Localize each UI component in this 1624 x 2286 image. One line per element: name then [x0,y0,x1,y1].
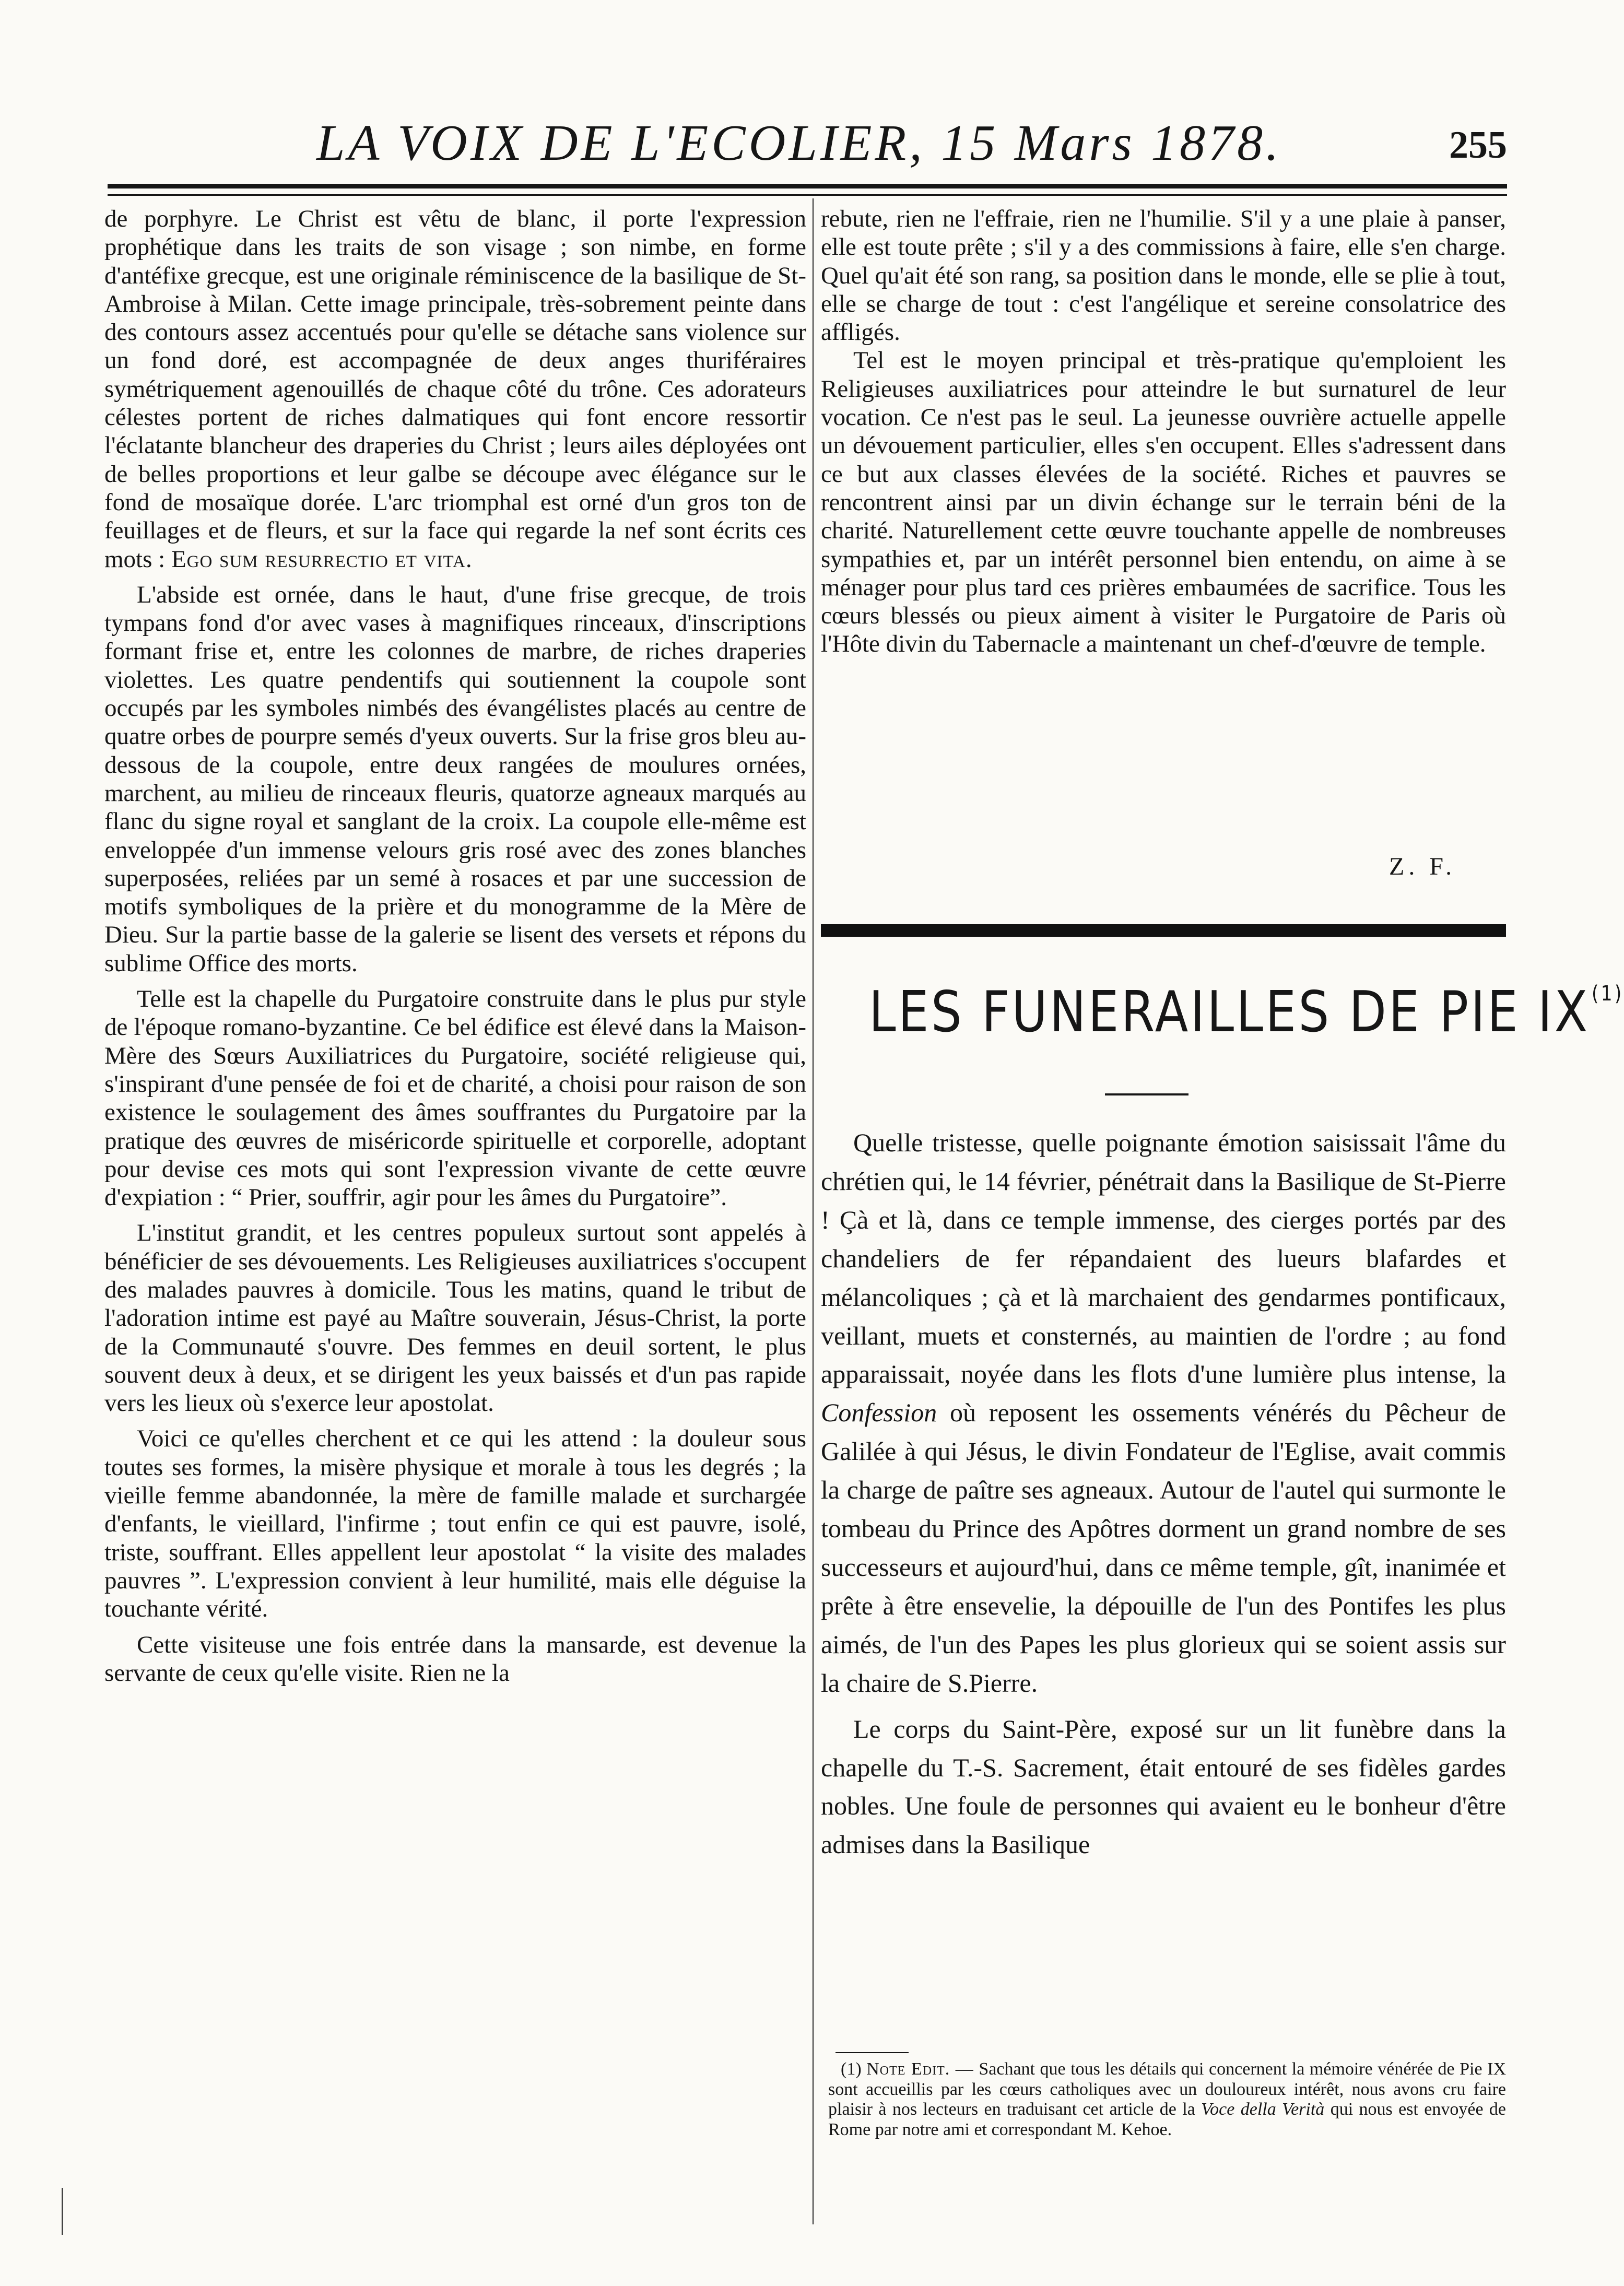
left-paragraph-5: Voici ce qu'elles cherchent et ce qui les attend : la douleur sous toutes ses formes, la misère physique et morale à tous les degrés ; la vieille femme abandonnée, la mère de famille malade et surchargée d'enfants, le vieillard, l'infirme ; tout enfin ce qui est pauvre, isolé, triste, souffrant. Elles appellent leur apostolat “ la visite des malades pauvres ”. L'expression convient à leur humilité, mais elle déguise la touchante vérité. [104,1425,806,1623]
header-rule-thick [108,184,1507,188]
article-paragraph-1 [821,1124,1506,1703]
author-signature: Z. F. [1389,853,1456,880]
paragraph-text: où reposent les ossements vénérés du Pêcheur de Galilée à qui Jésus, le divin Fondateur de l'Eglise, avait commis la charge de paître ses agneaux. Autour de l'autel qui surmonte le tombeau du Prince des Apôtres dorment un grand nombre de ses successeurs et aujourd'hui, dans ce même temple, gît, inanimée et prête à être ensevelie, la dépouille de l'un des Pontifes les plus aimés, de l'un des Papes les plus glorieux qui se soient assis sur la chaire de S.Pierre. [821,1398,1506,1698]
left-column [104,205,806,2220]
article-title [868,980,1624,1045]
left-paragraph-2: L'abside est ornée, dans le haut, d'une frise grecque, de trois tympans fond d'or avec vases à magnifiques rinceaux, d'inscriptions formant frise et, entre les colonnes de marbre, de riches draperies violettes. Les quatre pendentifs qui soutiennent la coupole sont occupés par les symboles nimbés des évangélistes placés au centre de quatre orbes de pourpre semés d'yeux ouverts. Sur la frise gros bleu au-dessous de la coupole, entre deux rangées de moulures ornées, marchent, au milieu de rinceaux fleuris, quatorze agneaux marqués au flanc du signe royal et sanglant de la croix. La coupole elle-même est enveloppée d'un immense velours gris rosé avec des zones blanches superposées, reliées par un semé à rosaces et par une succession de motifs symboliques de la prière et du monogramme de la Mère de Dieu. Sur la partie basse de la galerie se lisent des versets et répons du sublime Office des morts. [104,581,806,977]
margin-mark [62,2188,63,2235]
header-rule-thin [108,194,1507,196]
right-paragraph-2: Tel est le moyen principal et très-pratique qu'emploient les Religieuses auxiliatrices pour atteindre le but surnaturel de leur vocation. Ce n'est pas le seul. La jeunesse ouvrière actuelle appelle un dévouement particulier, elles s'en occupent. Elles s'adressent dans ce but aux classes élevées de la société. Riches et pauvres se rencontrent ainsi par un divin échange sur le terrain béni de la charité. Naturellement cette œuvre touchante appelle de nombreuses sympathies et, par un intérêt personnel bien entendu, on aime à se ménager pour plus tard ces prières embaumées de sacrifice. Tous les cœurs blessés ou pieux aiment à visiter le Purgatoire de Paris où l'Hôte divin du Tabernacle a maintenant un chef-d'œuvre de temple. [821,347,1506,658]
paragraph-text: Quelle tristesse, quelle poignante émotion saisissait l'âme du chrétien qui, le 14 février, pénétrait dans la Basilique de St-Pierre ! Çà et là, dans ce temple immense, des cierges portés par des chandeliers de fer répandaient des lueurs blafardes et mélancoliques ; çà et là marchaient des gendarmes pontificaux, veillant, muets et consternés, au maintien de l'ordre ; au fond apparaissait, noyée dans les flots d'une lumière plus intense, la [821,1128,1506,1389]
footnote [828,2059,1506,2140]
left-paragraph-3: Telle est la chapelle du Purgatoire construite dans le plus pur style de l'époque romano-byzantine. Ce bel édifice est élevé dans la Maison-Mère des Sœurs Auxiliatrices du Purgatoire, société religieuse qui, s'inspirant d'une pensée de foi et de charité, a choisi pour raison de son existence le soulagement des âmes souffrantes du Purgatoire par la pratique des œuvres de miséricorde spirituelle et corporelle, adoptant pour devise ces mots qui sont l'expression vivante de cette œuvre d'expiation : “ Prier, souffrir, agir pour les âmes du Purgatoire”. [104,985,806,1211]
footnote-text [828,2059,1506,2140]
page-header [108,104,1507,183]
inscription: Ego sum resurrectio et vita. [171,545,473,573]
footnote-rule [835,2052,909,2053]
footnote-label: Note Edit. — [866,2059,974,2079]
column-divider [813,198,814,2224]
title-underline-rule [1105,1093,1188,1095]
article-paragraph-2: Le corps du Saint-Père, exposé sur un lit funèbre dans la chapelle du T.-S. Sacrement, était entouré de ses fidèles gardes nobles. Une foule de personnes qui avaient eu le bonheur d'être admises dans la Basilique [821,1714,1506,1859]
footnote-marker: (1) [1591,982,1624,1006]
right-paragraph-1: rebute, rien ne l'effraie, rien ne l'humilie. S'il y a une plaie à panser, elle est toute prête ; s'il y a des commissions à faire, elle s'en charge. Quel qu'ait été son rang, sa position dans le monde, elle se plie à tout, elle se charge de tout : c'est l'angélique et sereine consolatrice des affligés. [821,205,1506,346]
footnote-number: (1) [841,2059,862,2079]
emphasized-word: Confession [821,1398,937,1428]
article-title-text: LES FUNERAILLES DE PIE IX [868,980,1590,1045]
left-paragraph-1 [104,205,806,573]
section-separator-bar [821,924,1506,937]
article-body [821,1124,1506,2011]
footnote-source: Voce della Verità [1201,2100,1325,2119]
footnote-body: Sachant que tous les détails qui concernent la mémoire vénérée de Pie IX sont accueillis par les cœurs catholiques avec un douloureux intérêt, nous avons cru faire plaisir à nos lecteurs en traduisant cet article de la [828,2059,1507,2119]
footnote-body-end: qui nous est envoyée de Rome par notre ami et correspondant M. Kehoe. [828,2100,1507,2139]
page-number: 255 [1449,124,1507,167]
left-paragraph-4: L'institut grandit, et les centres populeux surtout sont appelés à bénéficier de ses dévouements. Les Religieuses auxiliatrices s'occupent des malades pauvres à domicile. Tous les matins, quand le tribut de l'adoration intime est payé au Maître souverain, Jésus-Christ, la porte de la Communauté s'ouvre. Des femmes en deuil sortent, le plus souvent deux à deux, et se dirigent les yeux baissés et d'un pas rapide vers les lieux où s'exerce leur apostolat. [104,1219,806,1417]
journal-title: LA VOIX DE L'ECOLIER, 15 Mars 1878. [316,115,1282,171]
left-paragraph-6: Cette visiteuse une fois entrée dans la mansarde, est devenue la servante de ceux qu'elle visite. Rien ne la [104,1631,806,1687]
right-column-continuation [821,205,1506,857]
paragraph-text: de porphyre. Le Christ est vêtu de blanc, il porte l'expression prophétique dans les traits de son visage ; son nimbe, en forme d'antéfixe grecque, est une originale réminiscence de la basilique de St-Ambroise à Milan. Cette image principale, très-sobrement peinte dans des contours assez accentués pour qu'elle se détache sans violence sur un fond doré, est accompagnée de deux anges thuriféraires symétriquement agenouillés de chaque côté du trône. Ces adorateurs célestes portent de riches dalmatiques qui font encore ressortir l'éclatante blancheur des draperies du Christ ; leurs ailes déployées ont de belles proportions et leur galbe se découpe avec élégance sur le fond de mosaïque dorée. L'arc triomphal est orné d'un gros ton de feuillages et de fleurs, et sur la face qui regarde la nef sont écrits ces mots : [104,205,806,573]
